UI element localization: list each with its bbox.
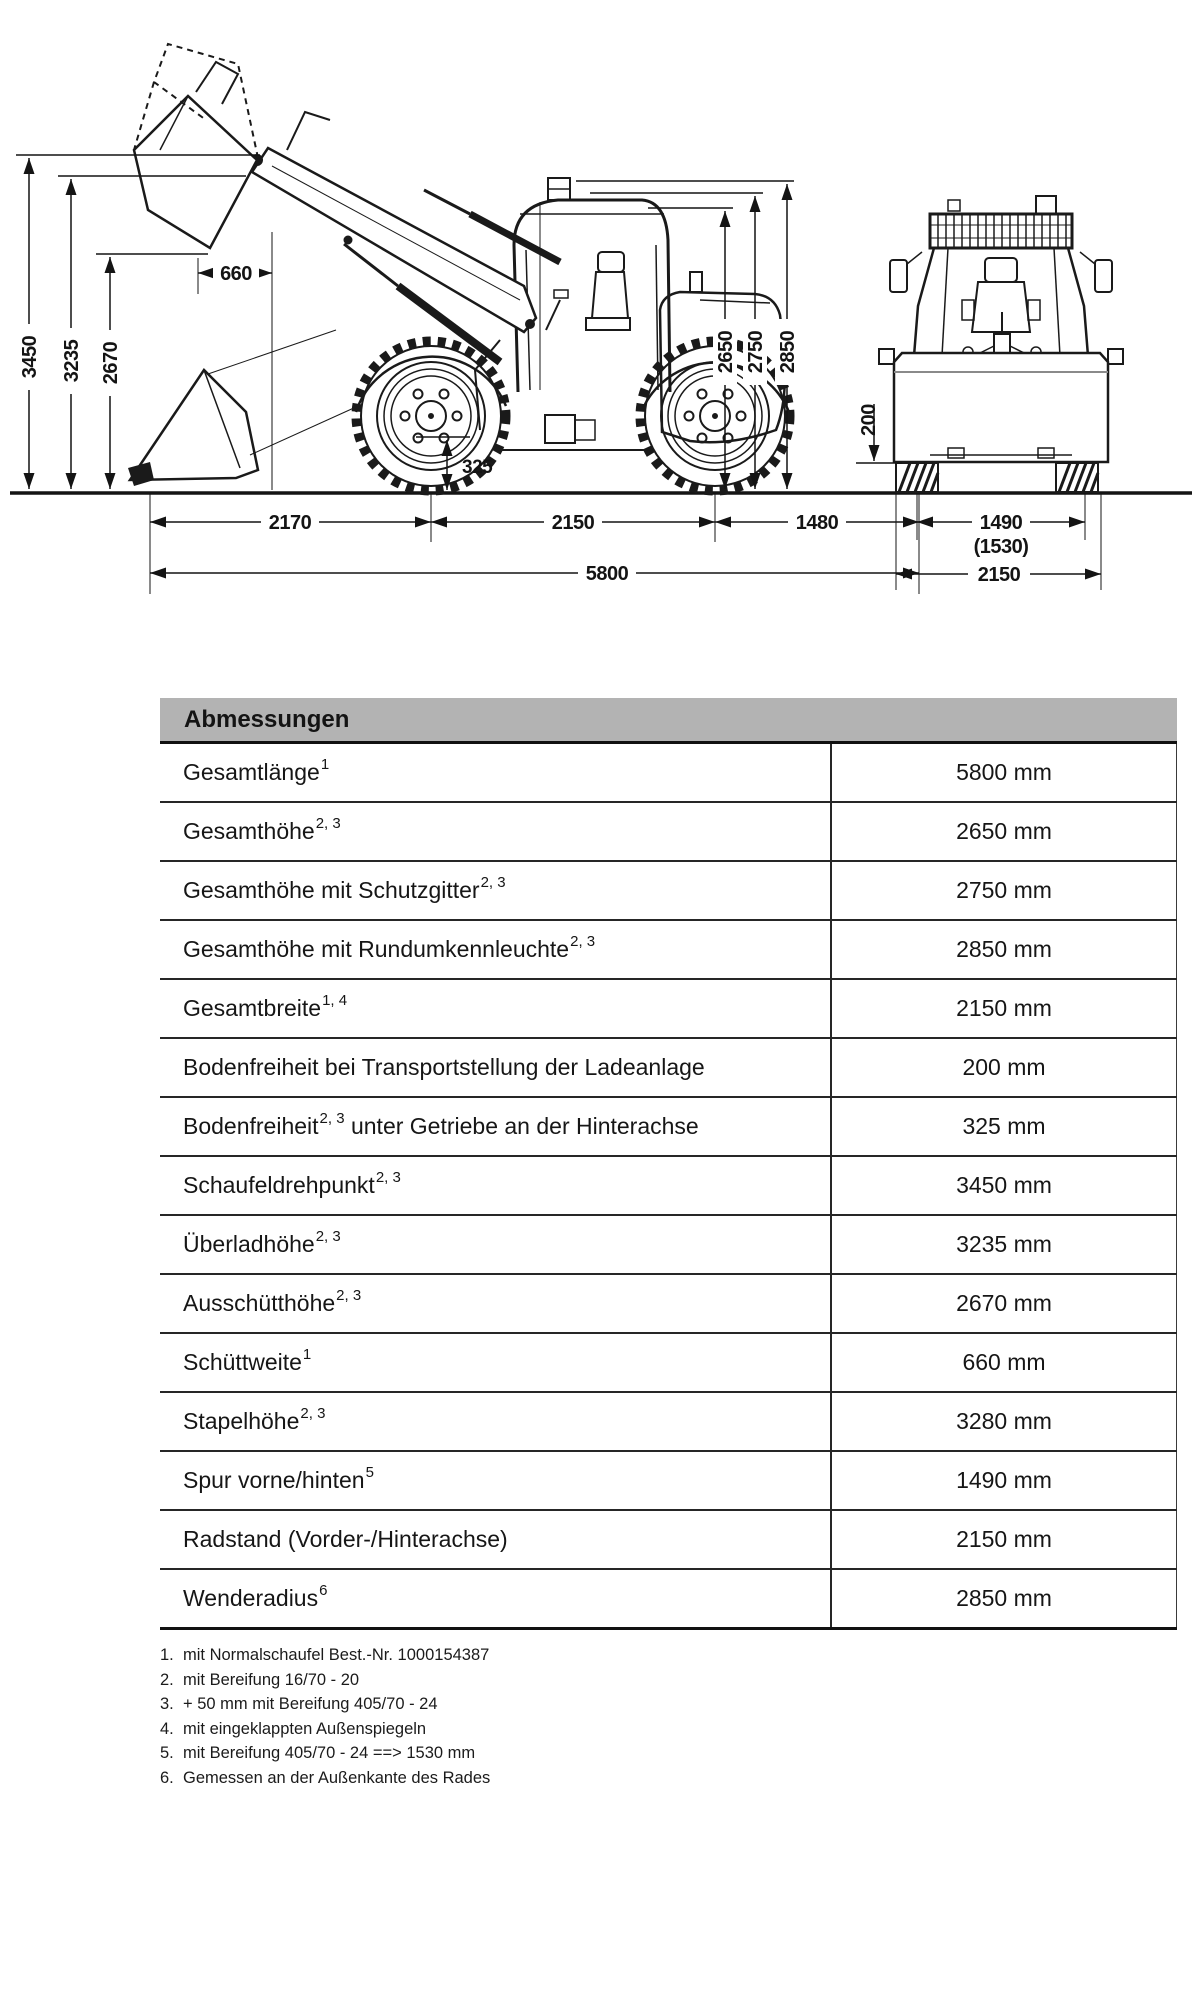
spec-value: 2150 mm (832, 1511, 1177, 1568)
spec-value: 2850 mm (832, 921, 1177, 978)
table-row (160, 1157, 1177, 1216)
spec-value: 2850 mm (832, 1570, 1177, 1627)
footnote (160, 1741, 1060, 1766)
table-row (160, 1039, 1177, 1098)
footnote-number: 6. (160, 1768, 174, 1787)
dim-clearance-rear: 325 (462, 457, 493, 478)
right-mirror (1080, 252, 1112, 292)
cab-outline (514, 200, 670, 392)
table-header (160, 698, 1177, 744)
dim-track-alt: (1530) (973, 536, 1029, 558)
table-row (160, 1275, 1177, 1334)
dim-pivot-height: 3450 (19, 335, 41, 379)
dim-dump-reach: 660 (220, 263, 252, 285)
loader-boom (252, 112, 560, 362)
table-row (160, 1098, 1177, 1157)
table-row (160, 980, 1177, 1039)
spec-label: Schüttweite $^1$ (160, 1334, 832, 1391)
spec-value: 660 mm (832, 1334, 1177, 1391)
roof-guard-grid (930, 214, 1072, 248)
dim-overall-length: 5800 (585, 563, 629, 585)
table-row (160, 1216, 1177, 1275)
table-header-label: Abmessungen (184, 705, 350, 733)
spec-value: 325 mm (832, 1098, 1177, 1155)
table-row (160, 803, 1177, 862)
dim-overall-width: 2150 (977, 564, 1021, 586)
table-row (160, 921, 1177, 980)
footnote-text: mit Bereifung 405/70 - 24 ==> 1530 mm (183, 1744, 476, 1762)
spec-value: 1490 mm (832, 1452, 1177, 1509)
dimension-drawing (0, 0, 1200, 612)
front-left-wheel (896, 463, 938, 492)
footnote-number: 2. (160, 1670, 174, 1689)
dimensions-table (160, 698, 1177, 1630)
spec-value: 2650 mm (832, 803, 1177, 860)
spec-label: Gesamthöhe mit Schutzgitter $^{2, 3}$ (160, 862, 832, 919)
left-mirror (890, 252, 922, 292)
footnote-text: mit Bereifung 16/70 - 20 (183, 1670, 360, 1689)
footnote-text: mit eingeklappten Außenspiegeln (183, 1719, 427, 1738)
beacon-lamp (548, 178, 570, 200)
spec-label: Bodenfreiheit bei Transportstellung der Ladeanlage (160, 1039, 832, 1096)
spec-label: Überladhöhe $^{2, 3}$ (160, 1216, 832, 1273)
bucket-ground (128, 330, 356, 486)
front-body (894, 353, 1108, 462)
table-row (160, 744, 1177, 803)
table-row (160, 1511, 1177, 1570)
footnote-number: 4. (160, 1719, 174, 1738)
spec-label: Radstand (Vorder-/Hinterachse) (160, 1511, 832, 1568)
front-view-drawing (879, 196, 1123, 492)
table-row (160, 1393, 1177, 1452)
spec-label: Stapelhöhe $^{2, 3}$ (160, 1393, 832, 1450)
footnote (160, 1766, 1060, 1791)
footnote (160, 1717, 1060, 1742)
spec-label: Bodenfreiheit $^{2, 3}$ unter Getriebe an der Hinterachse (160, 1098, 832, 1155)
dim-height-cab: 2650 (715, 330, 737, 374)
footnote-number: 1. (160, 1646, 174, 1664)
dim-dump-over-height: 3235 (61, 339, 83, 383)
spec-label: Gesamtlänge $^1$ (160, 744, 832, 801)
spec-label: Ausschütthöhe $^{2, 3}$ (160, 1275, 832, 1332)
footnote (160, 1692, 1060, 1717)
dim-wheelbase: 2150 (551, 512, 595, 534)
spec-value: 200 mm (832, 1039, 1177, 1096)
seat (586, 252, 630, 330)
spec-value: 2750 mm (832, 862, 1177, 919)
table-row (160, 1452, 1177, 1511)
table-row (160, 1334, 1177, 1393)
front-beacon (1036, 196, 1056, 214)
footnote-number: 3. (160, 1695, 174, 1713)
spec-label: Gesamtbreite $^{1, 4}$ (160, 980, 832, 1037)
table-row (160, 1570, 1177, 1630)
dim-ground-clearance: 200 (858, 404, 880, 436)
dim-height-beacon: 2850 (777, 330, 799, 374)
dim-rear-section: 1480 (795, 512, 839, 534)
spec-value: 2670 mm (832, 1275, 1177, 1332)
spec-label: Schaufeldrehpunkt $^{2, 3}$ (160, 1157, 832, 1214)
footnote-text: Gemessen an der Außenkante des Rades (183, 1768, 491, 1787)
table-row (160, 862, 1177, 921)
dim-dump-height: 2670 (100, 341, 122, 385)
footnote-number: 5. (160, 1744, 174, 1762)
footnote-text: + 50 mm mit Bereifung 405/70 - 24 (183, 1695, 438, 1713)
footnote-text: mit Normalschaufel Best.-Nr. 1000154387 (183, 1646, 490, 1664)
spec-value: 3280 mm (832, 1393, 1177, 1450)
spec-value: 3450 mm (832, 1157, 1177, 1214)
spec-value: 3235 mm (832, 1216, 1177, 1273)
spec-label: Gesamthöhe mit Rundumkennleuchte $^{2, 3}$ (160, 921, 832, 978)
front-right-wheel (1056, 463, 1098, 492)
footnote (160, 1668, 1060, 1693)
spec-value: 5800 mm (832, 744, 1177, 801)
dim-track: 1490 (979, 512, 1023, 534)
dim-front-section: 2170 (268, 512, 312, 534)
spec-value: 2150 mm (832, 980, 1177, 1037)
spec-label: Wenderadius $^6$ (160, 1570, 832, 1627)
footnote (160, 1643, 1060, 1668)
footnotes (160, 1643, 1060, 1790)
spec-label: Spur vorne/hinten $^5$ (160, 1452, 832, 1509)
dim-height-guard: 2750 (745, 330, 767, 374)
spec-label: Gesamthöhe $^{2, 3}$ (160, 803, 832, 860)
